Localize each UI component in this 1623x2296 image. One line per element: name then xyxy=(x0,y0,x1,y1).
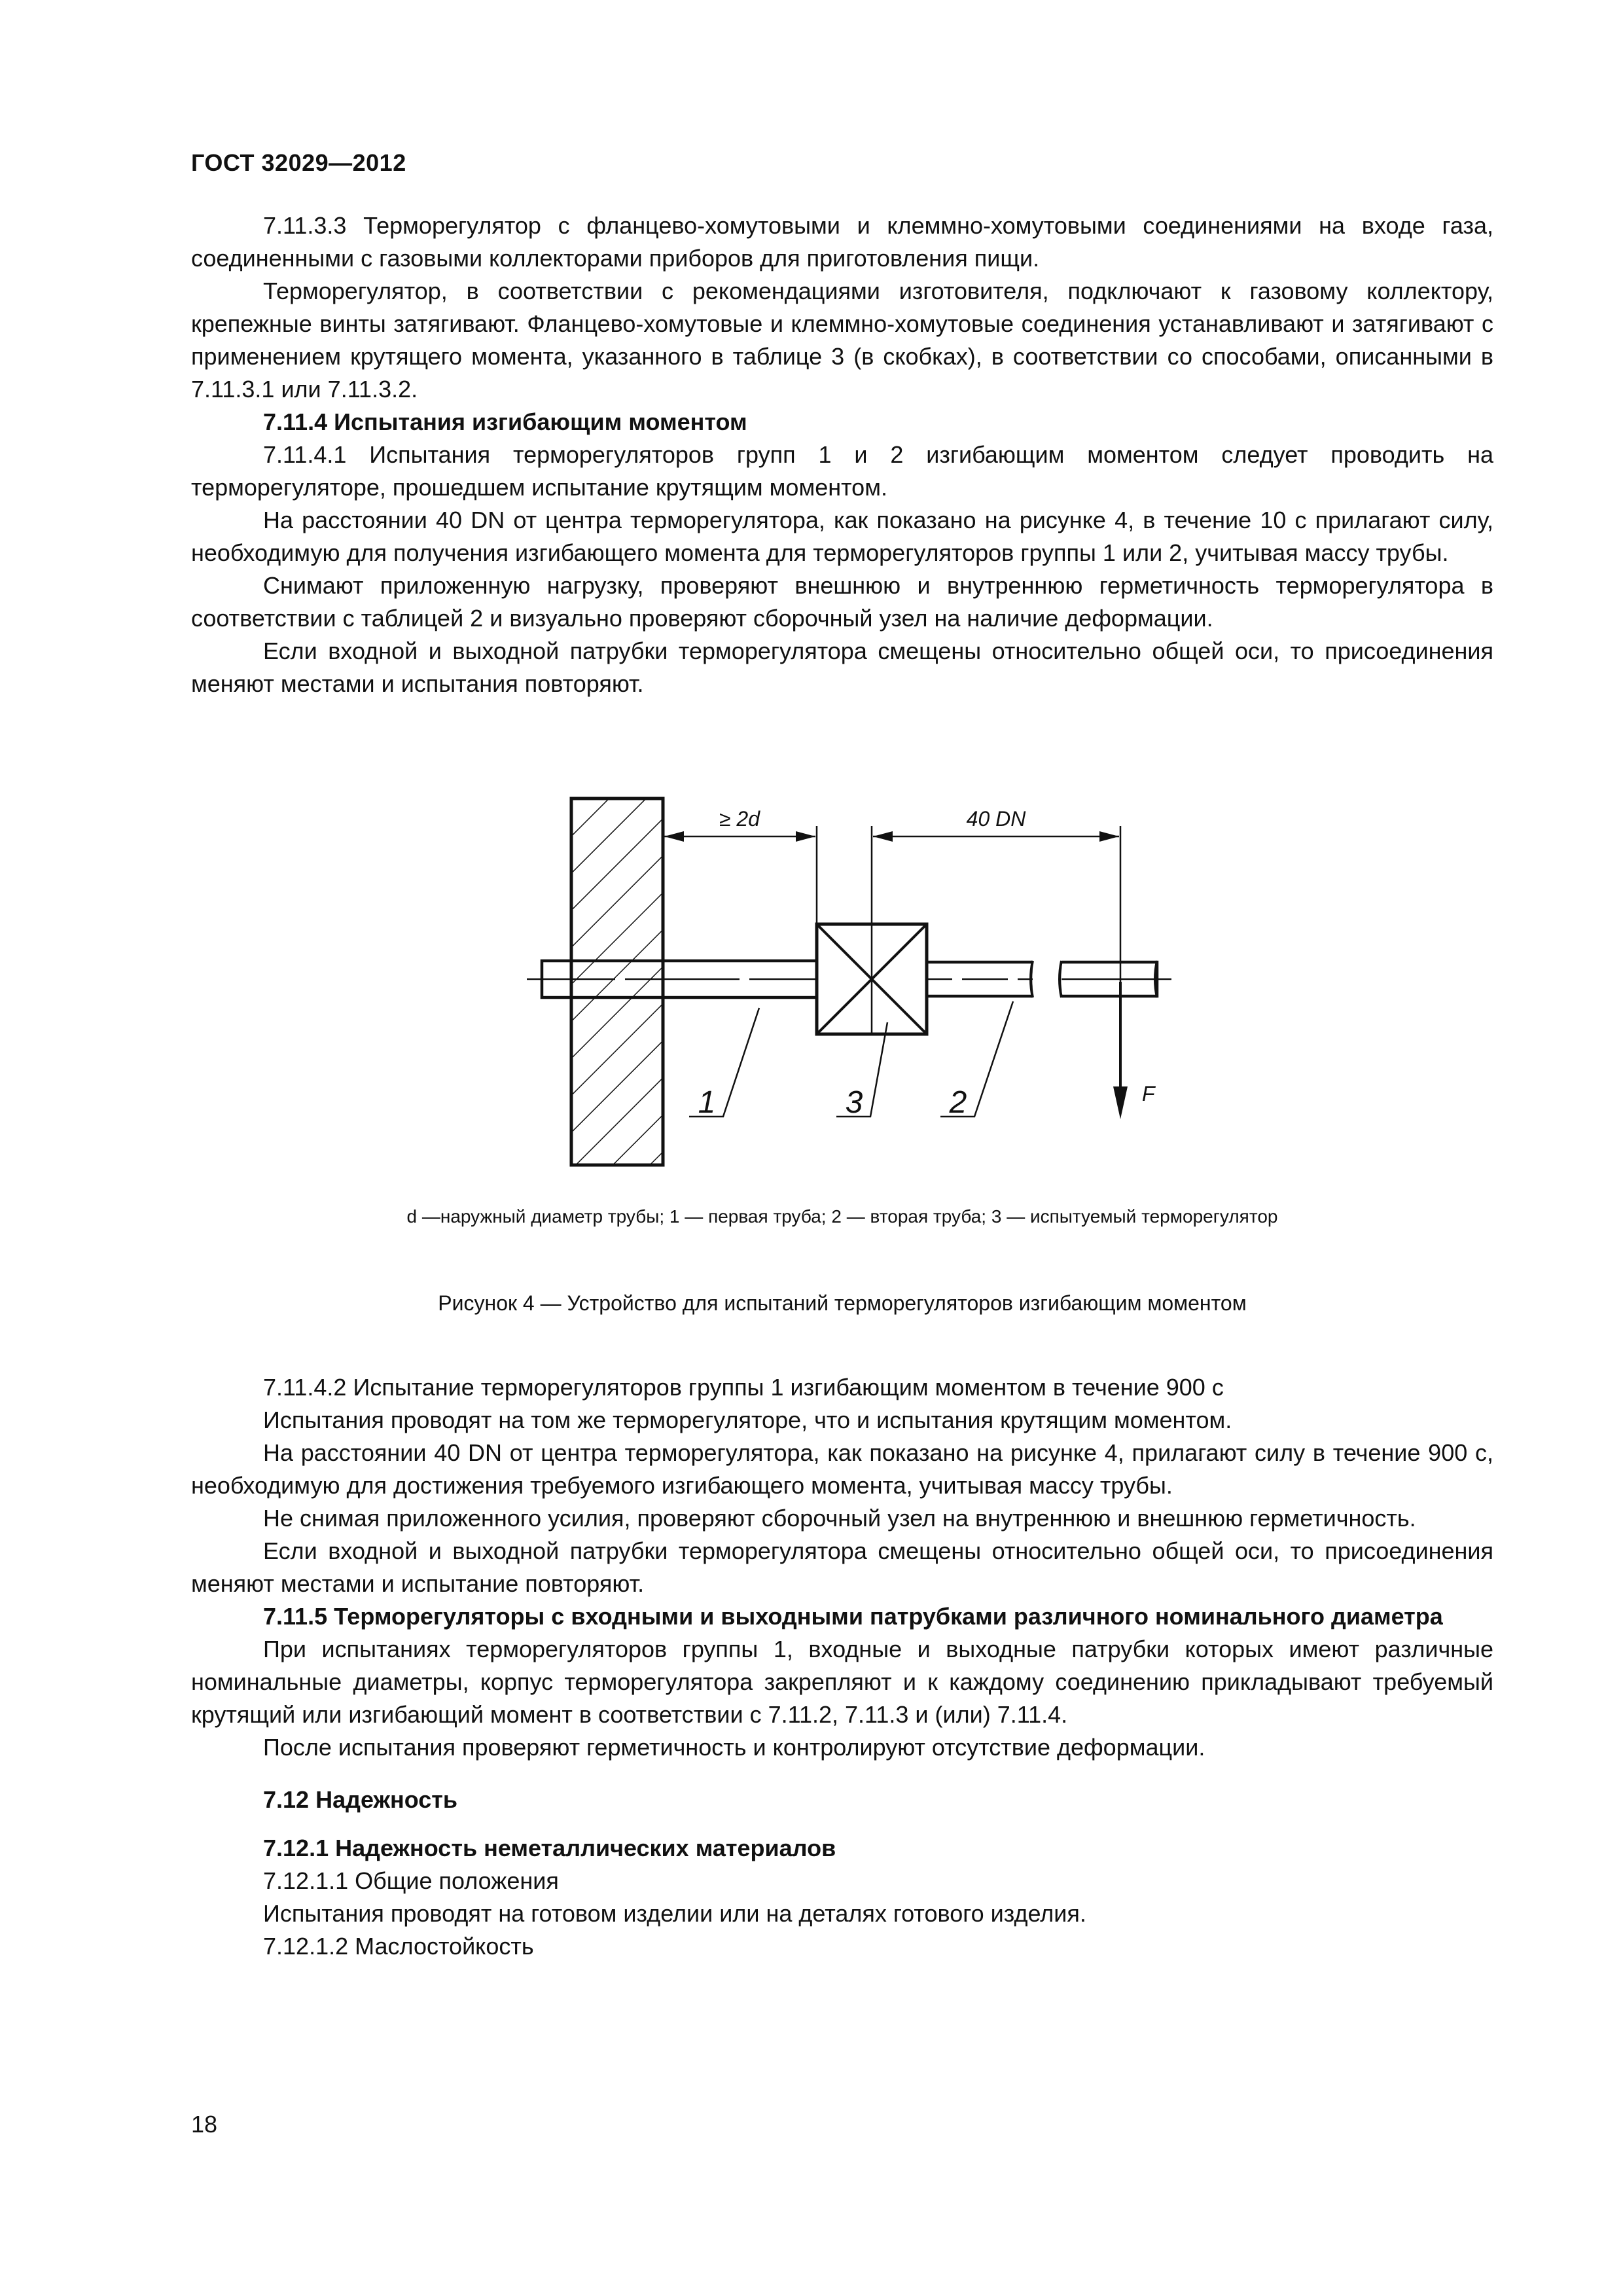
figure-title: Рисунок 4 — Устройство для испытаний терморегуляторов изгибающим моментом xyxy=(438,1291,1247,1315)
section-heading: 7.12 Надежность xyxy=(263,1786,458,1813)
paragraph: Снимают приложенную нагрузку, проверяют внешнюю и внутреннюю герметичность терморегулятора в соответствии с таблицей 2 и визуально проверяют сборочный узел на наличие деформации. xyxy=(191,572,1493,632)
force-arrow xyxy=(1113,982,1128,1119)
page-number: 18 xyxy=(191,2111,218,2138)
section-heading: 7.11.5 Терморегуляторы с входными и выходными патрубками различного номинального диаметра xyxy=(263,1603,1443,1630)
paragraph: На расстоянии 40 DN от центра терморегулятора, как показано на рисунке 4, в течение 10 с прилагают силу, необходимую для получения изгибающего момента для терморегуляторов группы 1 или 2, учитывая массу трубы. xyxy=(191,507,1493,566)
section-heading: 7.11.4 Испытания изгибающим моментом xyxy=(263,408,747,435)
label-second-pipe: 2 xyxy=(949,1085,967,1120)
force-label: F xyxy=(1142,1082,1155,1105)
paragraph: Испытания проводят на том же терморегуляторе, что и испытания крутящим моментом. xyxy=(263,1407,1232,1433)
paragraph: Если входной и выходной патрубки терморегулятора смещены относительно общей оси, то присоединения меняют местами и испытание повторяют. xyxy=(191,1537,1493,1597)
label-first-pipe: 1 xyxy=(698,1085,716,1120)
dimension-40dn xyxy=(873,831,1119,842)
figure-legend: d —наружный диаметр трубы; 1 — первая труба; 2 — вторая труба; 3 — испытуемый терморегулятор xyxy=(406,1206,1278,1227)
paragraph: 7.11.3.3 Терморегулятор с фланцево-хомутовыми и клеммно-хомутовыми соединениями на входе газа, соединенными с газовыми коллекторами приборов для приготовления пищи. xyxy=(191,212,1493,272)
paragraph: После испытания проверяют герметичность и контролируют отсутствие деформации. xyxy=(263,1734,1205,1761)
dimension-label-40dn: 40 DN xyxy=(966,807,1026,831)
paragraph: 7.11.4.1 Испытания терморегуляторов групп 1 и 2 изгибающим моментом следует проводить на терморегуляторе, прошедшем испытание крутящим моментом. xyxy=(191,441,1493,501)
paragraph: На расстоянии 40 DN от центра терморегулятора, как показано на рисунке 4, прилагают силу в течение 900 с, необходимую для достижения требуемого изгибающего момента, учитывая массу трубы. xyxy=(191,1439,1493,1499)
paragraph: Испытания проводят на готовом изделии или на деталях готового изделия. xyxy=(263,1900,1086,1927)
dimension-2d xyxy=(664,831,815,842)
paragraph: Если входной и выходной патрубки терморегулятора смещены относительно общей оси, то присоединения меняют местами и испытания повторяют. xyxy=(191,637,1493,697)
paragraph: 7.12.1.2 Маслостойкость xyxy=(263,1933,534,1960)
paragraph: Не снимая приложенного усилия, проверяют сборочный узел на внутреннюю и внешнюю герметичность. xyxy=(263,1505,1416,1532)
paragraph: Терморегулятор, в соответствии с рекомендациями изготовителя, подключают к газовому коллектору, крепежные винты затягивают. Фланцево-хомутовые и клеммно-хомутовые соединения устанавливают и затягивают с применением крутящего момента, указанного в таблице 3 (в скобках), в соответствии со способами, описанными в 7.11.3.1 или 7.11.3.2. xyxy=(191,278,1493,403)
paragraph: При испытаниях терморегуляторов группы 1, входные и выходные патрубки которых имеют различные номинальные диаметры, корпус терморегулятора закрепляют и к каждому соединению прикладывают требуемый крутящий или изгибающий момент в соответствии с 7.11.2, 7.11.3 и (или) 7.11.4. xyxy=(191,1636,1493,1728)
section-heading: 7.12.1 Надежность неметаллических материалов xyxy=(263,1835,836,1861)
paragraph: 7.11.4.2 Испытание терморегуляторов группы 1 изгибающим моментом в течение 900 с xyxy=(263,1374,1224,1401)
bottom-text-block xyxy=(191,1371,1493,1963)
label-thermostat: 3 xyxy=(845,1085,863,1120)
paragraph: 7.12.1.1 Общие положения xyxy=(263,1867,559,1894)
dimension-label-2d: ≥ 2d xyxy=(719,807,760,831)
standard-header: ГОСТ 32029—2012 xyxy=(191,149,406,176)
